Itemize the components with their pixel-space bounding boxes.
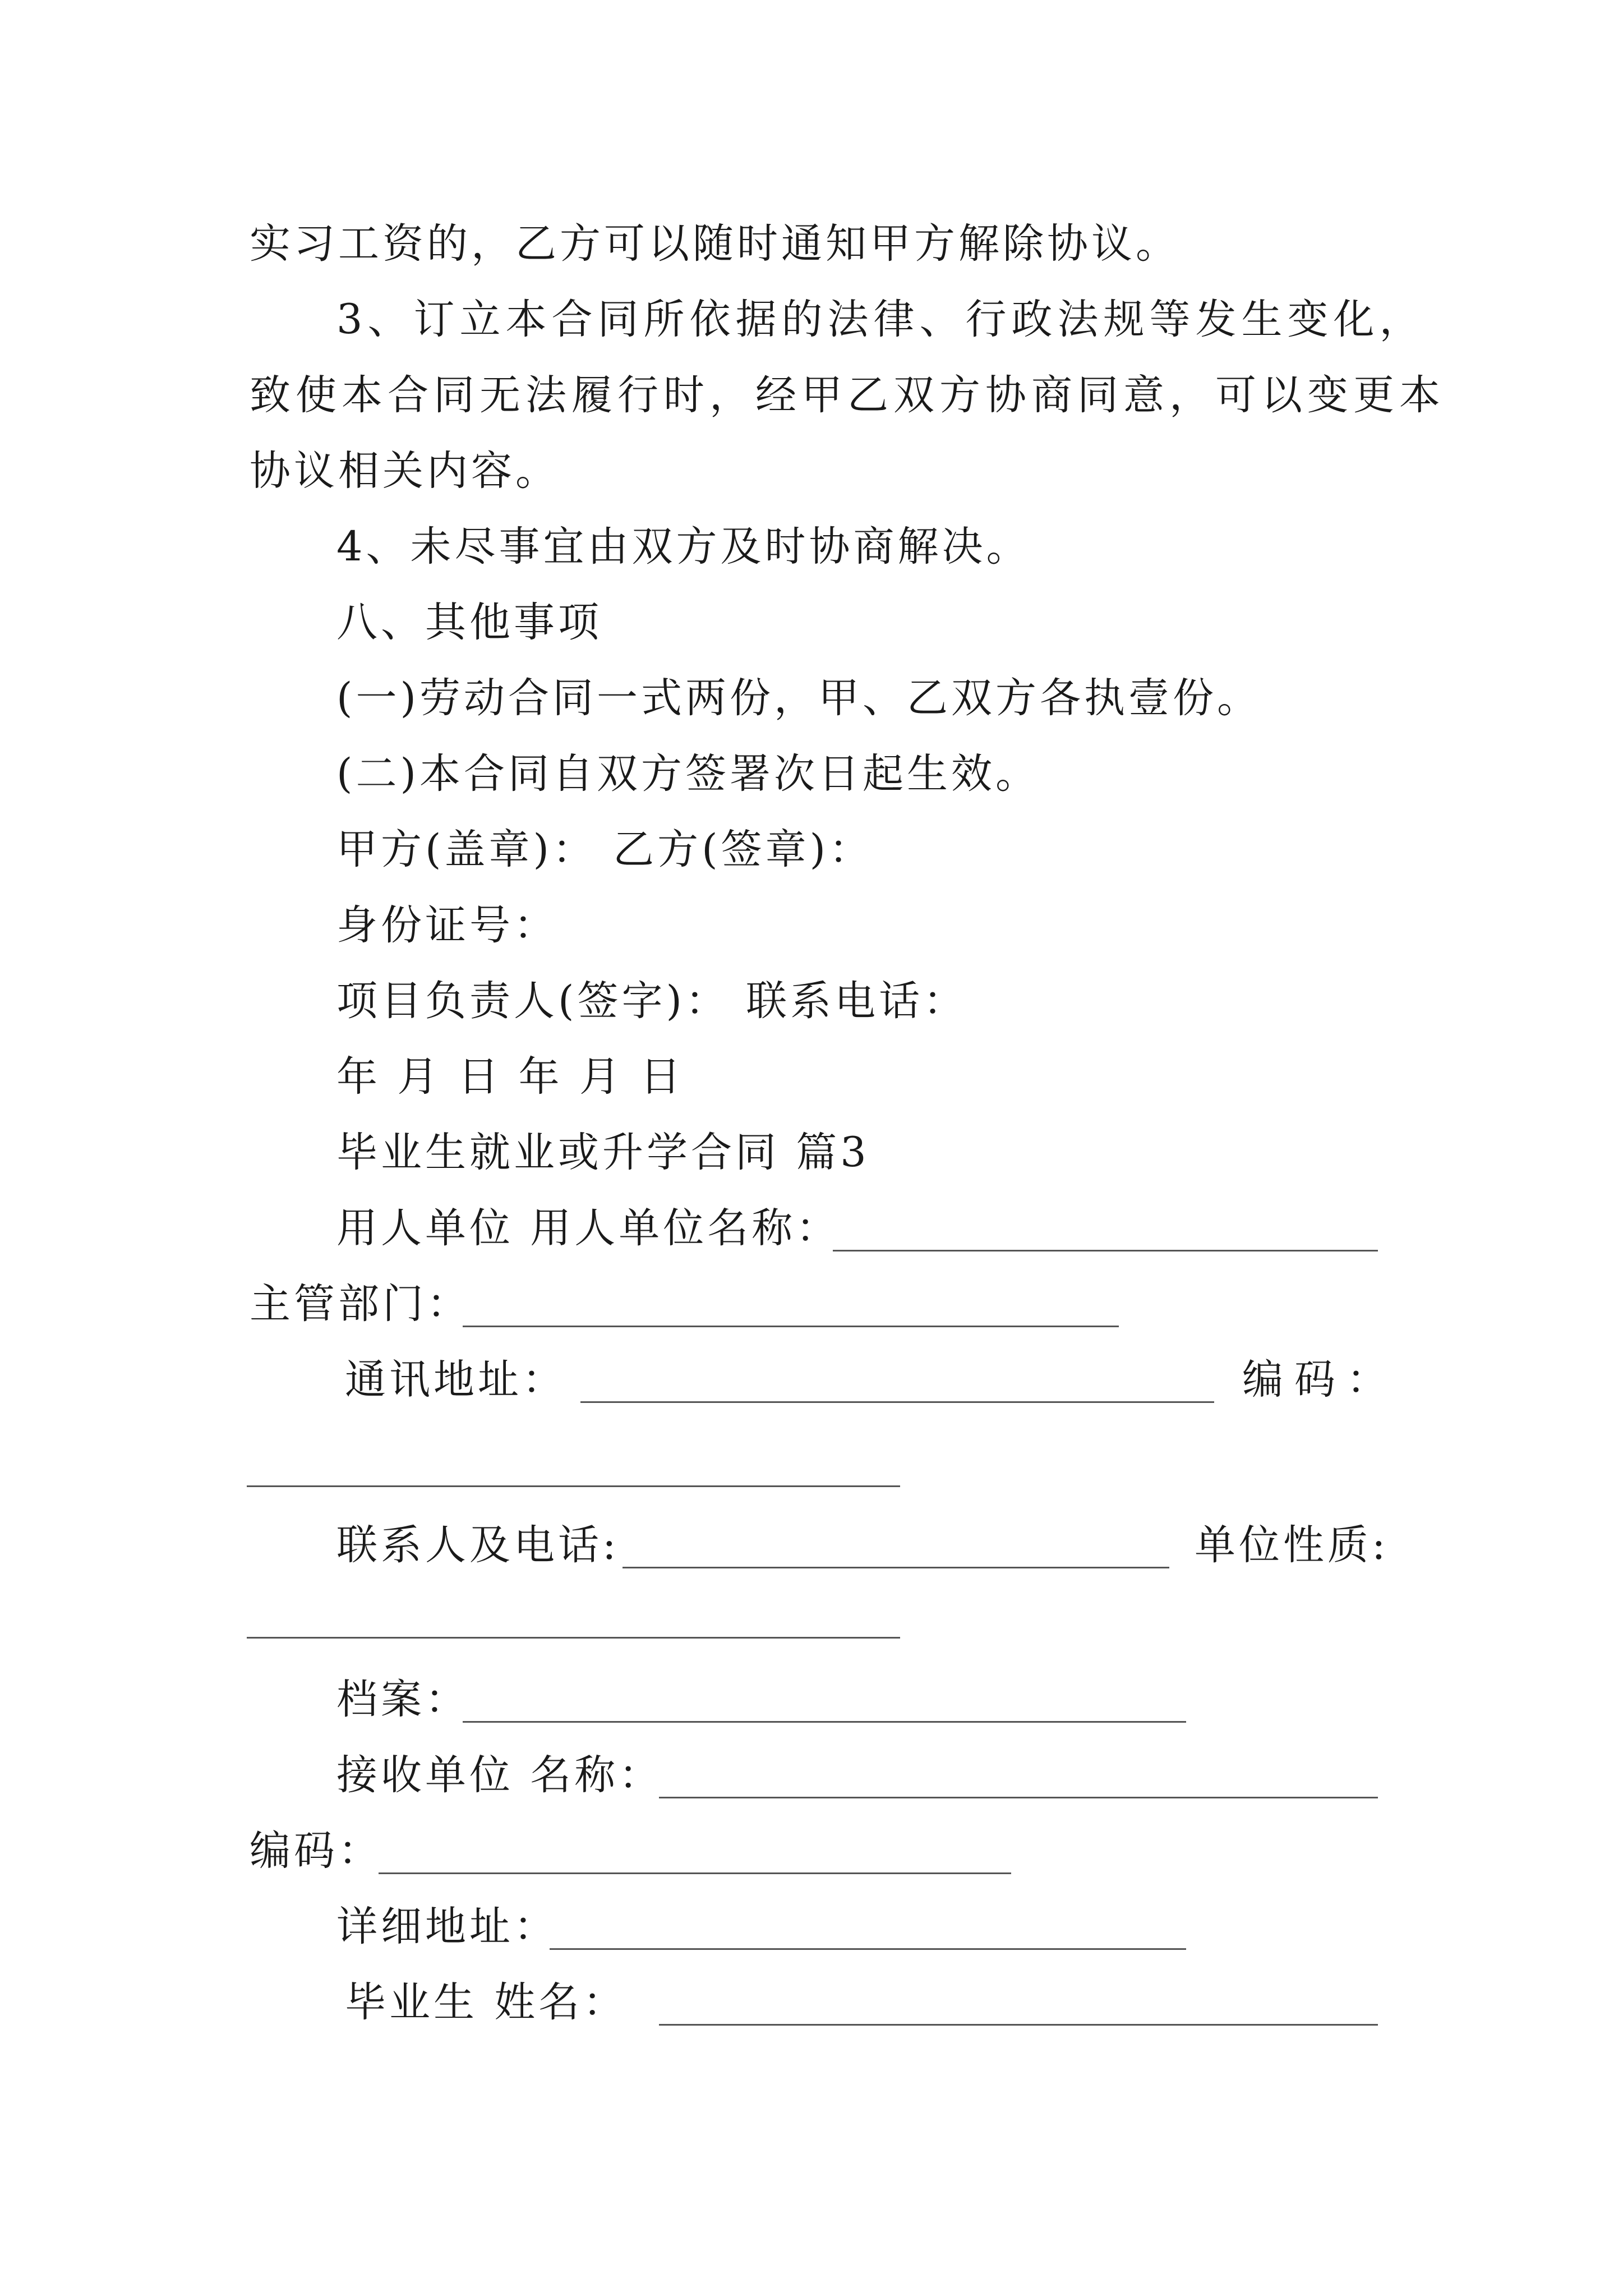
detail-address-label: 详细地址： [336, 1903, 558, 1950]
text-line: (一)劳动合同一式两份，甲、乙双方各执壹份。 [336, 674, 1261, 722]
unit-type-label: 单位性质: [1195, 1521, 1389, 1569]
postcode-label: 编码： [1242, 1356, 1399, 1404]
address-field[interactable] [580, 1401, 1214, 1403]
graduate-name-label: 毕业生 姓名： [345, 1978, 628, 2026]
department-label: 主管部门： [250, 1280, 471, 1328]
text-line: (二)本合同自双方签署次日起生效。 [336, 750, 1040, 798]
address-label: 通讯地址： [345, 1356, 566, 1404]
employer-name-label: 用人单位 用人单位名称： [336, 1204, 841, 1252]
archive-field[interactable] [463, 1721, 1186, 1723]
id-number-line: 身份证号： [336, 901, 558, 949]
text-line: 4、未尽事宜由双方及时协商解决。 [336, 523, 1031, 570]
text-line: 协议相关内容。 [250, 447, 560, 495]
contract-title: 毕业生就业或升学合同 篇3 [336, 1129, 870, 1176]
receiver-code-field[interactable] [379, 1872, 1011, 1874]
department-field[interactable] [463, 1326, 1119, 1327]
receiver-code-label: 编码： [250, 1827, 382, 1875]
employer-name-field[interactable] [833, 1250, 1378, 1251]
date-line: 年 月 日 年 月 日 [336, 1053, 685, 1101]
project-lead-line: 项目负责人(签字)： 联系电话： [336, 977, 968, 1025]
receiver-name-field[interactable] [659, 1797, 1378, 1798]
unit-type-field[interactable] [247, 1637, 900, 1639]
section-heading: 八、其他事项 [336, 599, 602, 646]
text-line: 致使本合同无法履行时，经甲乙双方协商同意，可以变更本 [250, 371, 1445, 419]
text-line: 3、订立本合同所依据的法律、行政法规等发生变化， [336, 296, 1426, 343]
detail-address-field[interactable] [550, 1948, 1186, 1950]
postcode-field[interactable] [247, 1485, 900, 1487]
contact-label: 联系人及电话: [336, 1521, 620, 1569]
text-line: 实习工资的，乙方可以随时通知甲方解除协议。 [250, 220, 1180, 268]
signature-line: 甲方(盖章)： 乙方(签章)： [336, 826, 874, 873]
graduate-name-field[interactable] [659, 2024, 1378, 2026]
contact-field[interactable] [623, 1567, 1169, 1568]
receiver-name-label: 接收单位 名称： [336, 1751, 663, 1799]
archive-label: 档案： [336, 1676, 469, 1723]
